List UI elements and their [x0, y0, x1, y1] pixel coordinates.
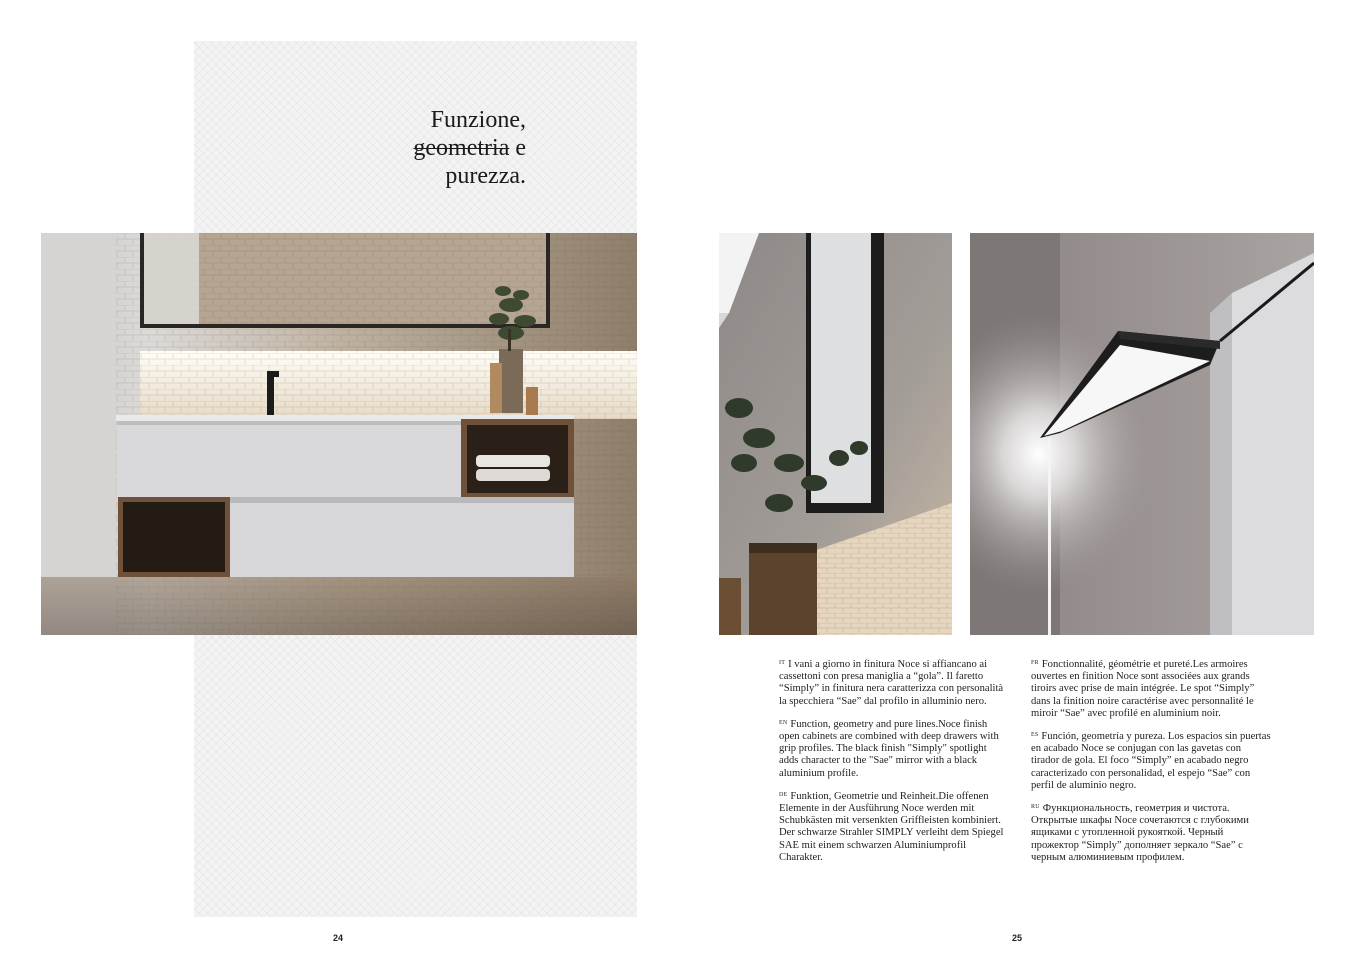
paragraph-de-text: Funktion, Geometrie und Reinheit.Die offenen Elemente in der Ausführung Noce werden mit Schubkästen mit versenkten Griffleisten kombiniert. Der schwarze Strahler SIMPLY verleiht dem Spiegel SAE mit einem schwarzen Aluminiumprofil Charakter. [779, 790, 1004, 863]
paragraph-es [1031, 729, 1271, 792]
paragraph-it [779, 657, 1007, 708]
lang-label-en: EN [779, 719, 788, 726]
lang-label-es: ES [1031, 732, 1039, 739]
headline-strike-word: geometria [413, 135, 510, 161]
paragraph-ru [1031, 801, 1271, 864]
paragraph-de [779, 789, 1007, 864]
paragraph-fr [1031, 657, 1271, 720]
headline-line-2-rest: e [509, 135, 526, 161]
text-column-left [779, 657, 1007, 873]
lang-label-fr: FR [1031, 660, 1039, 666]
lang-label-de: DE [779, 791, 788, 798]
paragraph-it-text: I vani a giorno in finitura Noce si affiancano ai cassettoni con presa maniglia a “gola”. Il faretto “Simply” in finitura nera caratterizza con personalità la specchiera “Sae” dal profilo in alluminio nero. [779, 659, 1004, 707]
page-headline [413, 106, 526, 190]
spotlight-detail-photo [970, 233, 1314, 635]
page-number-right: 25 [1012, 933, 1023, 943]
lang-label-it: IT [779, 660, 786, 666]
paragraph-es-text: Función, geometría y pureza. Los espacios sin puertas en acabado Noce se conjugan con las gavetas con tirador de gola. El foco “Simply” en acabado negro caracterizado con personalidad, el espejo “Sae” con perfil de aluminio negro. [1031, 731, 1271, 791]
paragraph-en-text: Function, geometry and pure lines.Noce finish open cabinets are combined with deep drawers with grip profiles. The black finish "Simply" spotlight adds character to the "Sae" mirror with a black aluminium profile. [779, 718, 999, 779]
paragraph-ru-text: Функциональность, геометрия и чистота. Открытые шкафы Noce сочетаются с глубокими ящиками с утопленной рукояткой. Черный прожектор “Simply” дополняет зеркало “Sae” с черным алюминиевым профилем. [1031, 803, 1249, 863]
paragraph-en [779, 717, 1007, 780]
headline-line-3: purezza. [445, 163, 526, 189]
page-number-left: 24 [333, 933, 344, 943]
paragraph-fr-text: Fonctionnalité, géométrie et pureté.Les armoires ouvertes en finition Noce sont associées aux grands tiroirs avec prise de main intégrée. Le spot “Simply” dans la finition noire caractérise avec personnalité le miroir “Sae” avec profilé en aluminium noir. [1031, 659, 1255, 719]
headline-line-1: Funzione, [430, 107, 526, 133]
bathroom-vanity-photo [41, 233, 637, 635]
text-column-right [1031, 657, 1271, 873]
lang-label-ru: RU [1031, 804, 1040, 811]
mirror-detail-photo [719, 233, 952, 635]
